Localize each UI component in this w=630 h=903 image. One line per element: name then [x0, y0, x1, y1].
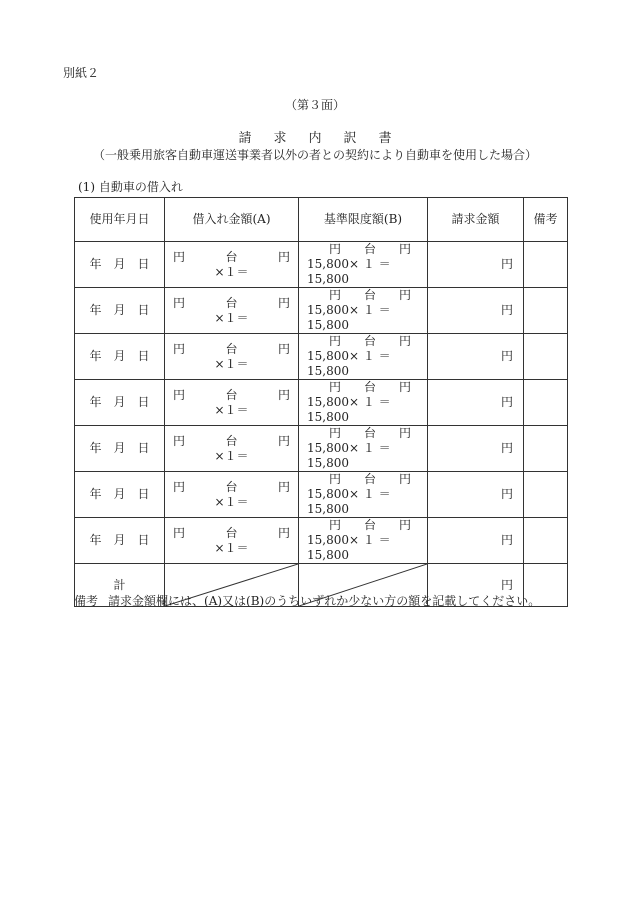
limit-formula — [307, 487, 419, 517]
formula-text: ×１＝ — [214, 310, 249, 325]
unit-yen: 円 — [500, 395, 513, 409]
unit-yen: 円 — [173, 387, 186, 402]
limit-formula — [307, 257, 419, 287]
unit-yen: 円 — [277, 479, 290, 494]
remarks-cell[interactable] — [524, 426, 568, 472]
claim-table — [74, 197, 568, 607]
table-row — [75, 426, 568, 472]
rental-amount-cell[interactable] — [165, 242, 299, 288]
title-char: 訳 — [343, 131, 357, 146]
rental-amount-cell[interactable] — [165, 518, 299, 564]
table-row — [75, 380, 568, 426]
unit-yen: 円 — [329, 380, 342, 394]
standard-limit-cell — [299, 288, 428, 334]
rental-formula — [173, 357, 290, 372]
unit-yen: 円 — [329, 472, 342, 486]
unit-yen: 円 — [500, 487, 513, 501]
rental-amount-cell[interactable] — [165, 288, 299, 334]
total-label: 計 — [75, 564, 165, 607]
formula-text: 15,800× １ ＝15,800 — [307, 349, 391, 378]
remarks-cell[interactable] — [524, 288, 568, 334]
formula-text: ×１＝ — [214, 264, 249, 279]
table-row — [75, 472, 568, 518]
date-cell[interactable] — [75, 334, 165, 380]
day-label: 日 — [137, 395, 150, 409]
unit-yen: 円 — [329, 334, 342, 348]
rental-amount-cell[interactable] — [165, 334, 299, 380]
unit-yen: 円 — [500, 257, 513, 271]
footnote — [74, 592, 540, 609]
page-number: （第３面） — [284, 98, 345, 112]
formula-text: ×１＝ — [214, 494, 249, 509]
year-label: 年 — [89, 349, 102, 363]
standard-limit-cell — [299, 380, 428, 426]
year-label: 年 — [89, 257, 102, 271]
unit-yen: 円 — [173, 249, 186, 264]
document-subtitle: （一般乗用旅客自動車運送事業者以外の者との契約により自動車を使用した場合） — [92, 148, 537, 162]
unit-yen: 円 — [173, 525, 186, 540]
unit-vehicles: 台 — [363, 380, 376, 394]
unit-yen: 円 — [398, 242, 411, 256]
rental-formula — [173, 541, 290, 556]
unit-yen: 円 — [173, 433, 186, 448]
standard-limit-cell — [299, 518, 428, 564]
header-standard-limit: 基準限度額(B) — [299, 198, 428, 242]
title-char: 内 — [308, 131, 322, 146]
unit-yen: 円 — [173, 295, 186, 310]
month-label: 月 — [113, 533, 126, 547]
date-cell[interactable] — [75, 380, 165, 426]
day-label: 日 — [137, 533, 150, 547]
remarks-cell[interactable] — [524, 380, 568, 426]
unit-yen: 円 — [277, 387, 290, 402]
limit-top-line — [307, 334, 419, 349]
remarks-cell[interactable] — [524, 472, 568, 518]
claim-amount-cell[interactable] — [428, 426, 524, 472]
rental-amount-cell[interactable] — [165, 472, 299, 518]
unit-vehicles: 台 — [225, 433, 238, 448]
unit-yen: 円 — [329, 518, 342, 532]
month-label: 月 — [113, 257, 126, 271]
standard-limit-cell — [299, 426, 428, 472]
rental-top-line — [173, 480, 290, 495]
date-cell[interactable] — [75, 242, 165, 288]
rental-amount-cell[interactable] — [165, 426, 299, 472]
unit-vehicles: 台 — [225, 387, 238, 402]
footnote-text: 請求金額欄には、(A)又は(B)のうちいずれか少ない方の額を記載してください。 — [108, 594, 541, 608]
formula-text: 15,800× １ ＝15,800 — [307, 257, 391, 286]
unit-yen: 円 — [277, 525, 290, 540]
year-label: 年 — [89, 441, 102, 455]
formula-text: ×１＝ — [214, 540, 249, 555]
rental-formula — [173, 311, 290, 326]
claim-amount-cell[interactable] — [428, 288, 524, 334]
unit-yen: 円 — [277, 249, 290, 264]
header-claim-amount: 請求金額 — [428, 198, 524, 242]
rental-amount-cell[interactable] — [165, 380, 299, 426]
rental-formula — [173, 403, 290, 418]
month-label: 月 — [113, 303, 126, 317]
limit-formula — [307, 441, 419, 471]
unit-yen: 円 — [500, 441, 513, 455]
claim-amount-cell[interactable] — [428, 518, 524, 564]
limit-top-line — [307, 288, 419, 303]
unit-yen: 円 — [398, 472, 411, 486]
unit-yen: 円 — [277, 341, 290, 356]
rental-top-line — [173, 526, 290, 541]
section-heading: (1) 自動車の借入れ — [78, 180, 183, 194]
unit-yen: 円 — [398, 288, 411, 302]
limit-top-line — [307, 472, 419, 487]
unit-yen: 円 — [277, 433, 290, 448]
rental-formula — [173, 265, 290, 280]
claim-amount-cell[interactable] — [428, 472, 524, 518]
table-row — [75, 518, 568, 564]
formula-text: ×１＝ — [214, 402, 249, 417]
formula-text: ×１＝ — [214, 448, 249, 463]
month-label: 月 — [113, 349, 126, 363]
month-label: 月 — [113, 395, 126, 409]
unit-yen: 円 — [277, 295, 290, 310]
unit-yen: 円 — [500, 349, 513, 363]
annex-label: 別紙２ — [63, 66, 100, 80]
remarks-cell[interactable] — [524, 334, 568, 380]
unit-vehicles: 台 — [363, 334, 376, 348]
unit-yen: 円 — [329, 242, 342, 256]
day-label: 日 — [137, 349, 150, 363]
day-label: 日 — [137, 303, 150, 317]
unit-yen: 円 — [500, 533, 513, 547]
header-remarks: 備考 — [524, 198, 568, 242]
rental-formula — [173, 495, 290, 510]
unit-vehicles: 台 — [225, 525, 238, 540]
header-rental-amount: 借入れ金額(A) — [165, 198, 299, 242]
unit-yen: 円 — [173, 341, 186, 356]
unit-vehicles: 台 — [225, 249, 238, 264]
year-label: 年 — [89, 533, 102, 547]
title-char: 請 — [238, 131, 252, 146]
formula-text: ×１＝ — [214, 356, 249, 371]
unit-vehicles: 台 — [225, 295, 238, 310]
rental-formula — [173, 449, 290, 464]
year-label: 年 — [89, 303, 102, 317]
unit-vehicles: 台 — [225, 341, 238, 356]
rental-top-line — [173, 388, 290, 403]
unit-yen: 円 — [500, 303, 513, 317]
limit-top-line — [307, 518, 419, 533]
formula-text: 15,800× １ ＝15,800 — [307, 303, 391, 332]
day-label: 日 — [137, 487, 150, 501]
unit-yen: 円 — [398, 334, 411, 348]
formula-text: 15,800× １ ＝15,800 — [307, 533, 391, 562]
limit-formula — [307, 303, 419, 333]
date-cell[interactable] — [75, 518, 165, 564]
day-label: 日 — [137, 257, 150, 271]
limit-top-line — [307, 380, 419, 395]
claim-amount-cell[interactable] — [428, 380, 524, 426]
limit-formula — [307, 349, 419, 379]
unit-vehicles: 台 — [363, 426, 376, 440]
month-label: 月 — [113, 487, 126, 501]
limit-formula — [307, 395, 419, 425]
rental-top-line — [173, 342, 290, 357]
unit-vehicles: 台 — [363, 288, 376, 302]
month-label: 月 — [113, 441, 126, 455]
limit-top-line — [307, 242, 419, 257]
unit-yen: 円 — [500, 577, 513, 592]
unit-vehicles: 台 — [363, 472, 376, 486]
unit-vehicles: 台 — [225, 479, 238, 494]
rental-top-line — [173, 434, 290, 449]
limit-formula — [307, 533, 419, 563]
claim-amount-cell[interactable] — [428, 242, 524, 288]
unit-yen: 円 — [329, 426, 342, 440]
remarks-cell[interactable] — [524, 242, 568, 288]
formula-text: 15,800× １ ＝15,800 — [307, 487, 391, 516]
formula-text: 15,800× １ ＝15,800 — [307, 441, 391, 470]
day-label: 日 — [137, 441, 150, 455]
unit-yen: 円 — [173, 479, 186, 494]
unit-yen: 円 — [329, 288, 342, 302]
date-cell[interactable] — [75, 426, 165, 472]
remarks-cell[interactable] — [524, 518, 568, 564]
footnote-label: 備考 — [74, 594, 99, 608]
unit-vehicles: 台 — [363, 518, 376, 532]
header-usage-date: 使用年月日 — [75, 198, 165, 242]
document-title — [0, 127, 630, 146]
table-row — [75, 242, 568, 288]
standard-limit-cell — [299, 242, 428, 288]
unit-vehicles: 台 — [363, 242, 376, 256]
rental-top-line — [173, 296, 290, 311]
standard-limit-cell — [299, 472, 428, 518]
unit-yen: 円 — [398, 518, 411, 532]
date-cell[interactable] — [75, 288, 165, 334]
limit-top-line — [307, 426, 419, 441]
claim-amount-cell[interactable] — [428, 334, 524, 380]
title-char: 求 — [273, 131, 287, 146]
year-label: 年 — [89, 487, 102, 501]
standard-limit-cell — [299, 334, 428, 380]
unit-yen: 円 — [398, 380, 411, 394]
table-row — [75, 334, 568, 380]
unit-yen: 円 — [398, 426, 411, 440]
title-char: 書 — [378, 131, 392, 146]
date-cell[interactable] — [75, 472, 165, 518]
table-row — [75, 288, 568, 334]
rental-top-line — [173, 250, 290, 265]
formula-text: 15,800× １ ＝15,800 — [307, 395, 391, 424]
year-label: 年 — [89, 395, 102, 409]
table-header-row — [75, 198, 568, 242]
